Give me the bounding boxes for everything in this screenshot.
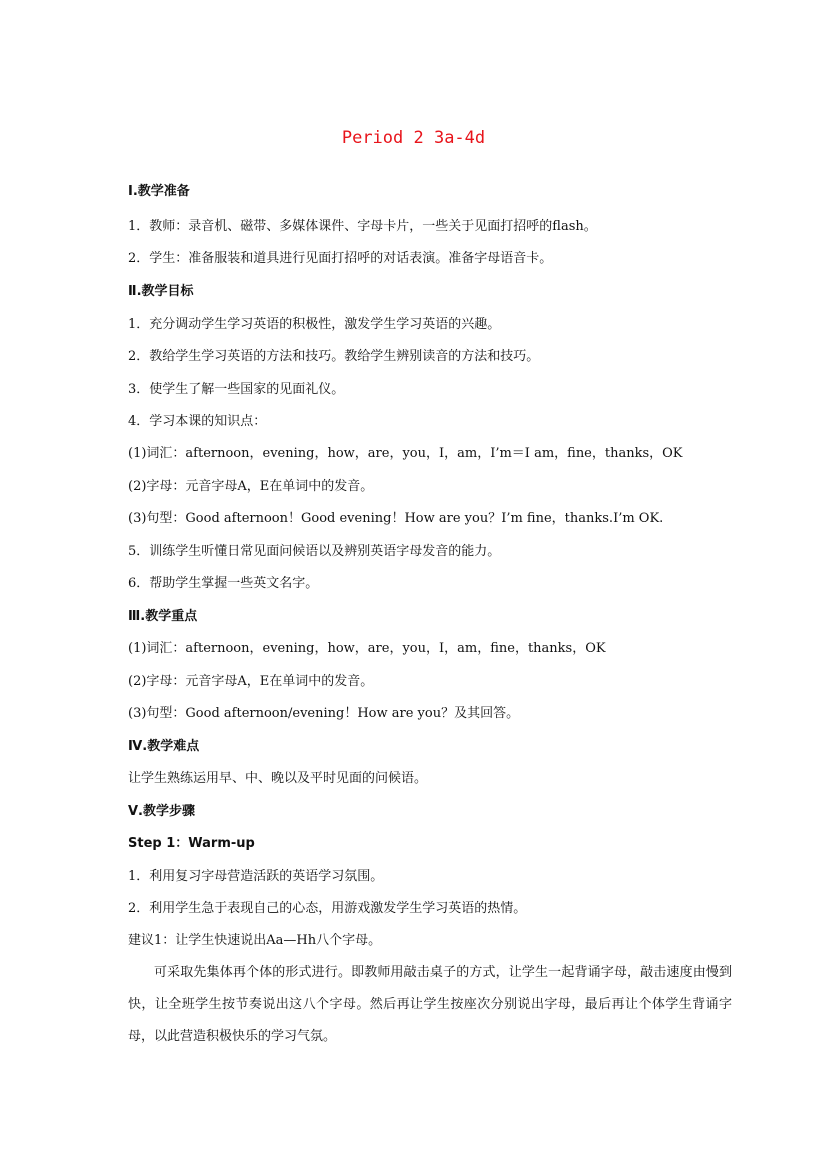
text-line: (2)字母：元音字母A，E在单词中的发音。 xyxy=(128,674,374,689)
text-line: 1．教师：录音机、磁带、多媒体课件、字母卡片，一些关于见面打招呼的flash。 xyxy=(128,219,597,234)
text-line: (1)词汇：afternoon，evening，how，are，you，I，am，fine，thanks，OK xyxy=(128,641,606,656)
text-line: 2．学生：准备服装和道具进行见面打招呼的对话表演。准备字母语音卡。 xyxy=(128,251,553,266)
section-heading: Step 1：Warm-up xyxy=(128,836,255,851)
text-line: 2．教给学生学习英语的方法和技巧。教给学生辨别读音的方法和技巧。 xyxy=(128,349,540,364)
text-line: 4．学习本课的知识点： xyxy=(128,414,267,429)
section-heading: Ⅲ.教学重点 xyxy=(128,609,198,624)
text-line: 1．充分调动学生学习英语的积极性，激发学生学习英语的兴趣。 xyxy=(128,317,501,332)
text-line: 2．利用学生急于表现自己的心态，用游戏激发学生学习英语的热情。 xyxy=(128,901,527,916)
text-line: 让学生熟练运用早、中、晚以及平时见面的问候语。 xyxy=(128,771,428,786)
body-paragraph: 可采取先集体再个体的形式进行。即教师用敲击桌子的方式，让学生一起背诵字母，敲击速度由慢到快，让全班学生按节奏说出这八个字母。然后再让学生按座次分别说出字母，最后再让个体学生背诵字母，以此营造积极快乐的学习气氛。 xyxy=(128,965,732,1044)
text-line: 建议1：让学生快速说出Aa—Hh八个字母。 xyxy=(128,933,382,948)
page-title: Period 2 3a-4d xyxy=(341,128,486,148)
text-line: 3．使学生了解一些国家的见面礼仪。 xyxy=(128,382,345,397)
text-line: 5．训练学生听懂日常见面问候语以及辨别英语字母发音的能力。 xyxy=(128,544,501,559)
text-line: (3)句型：Good afternoon！Good evening！How are you？I’m fine，thanks.I’m OK. xyxy=(128,511,664,526)
text-line: (1)词汇：afternoon，evening，how，are，you，I，am，I’m＝I am，fine，thanks，OK xyxy=(128,446,683,461)
section-heading: Ⅱ.教学目标 xyxy=(128,284,194,299)
section-heading: Ⅳ.教学难点 xyxy=(128,739,200,754)
text-line: 6．帮助学生掌握一些英文名字。 xyxy=(128,576,319,591)
text-line: (3)句型：Good afternoon/evening！How are you？及其回答。 xyxy=(128,706,520,721)
section-heading: Ⅴ.教学步骤 xyxy=(128,804,195,819)
text-line: 1．利用复习字母营造活跃的英语学习氛围。 xyxy=(128,869,384,884)
section-heading: Ⅰ.教学准备 xyxy=(128,184,190,199)
text-line: (2)字母：元音字母A，E在单词中的发音。 xyxy=(128,479,374,494)
